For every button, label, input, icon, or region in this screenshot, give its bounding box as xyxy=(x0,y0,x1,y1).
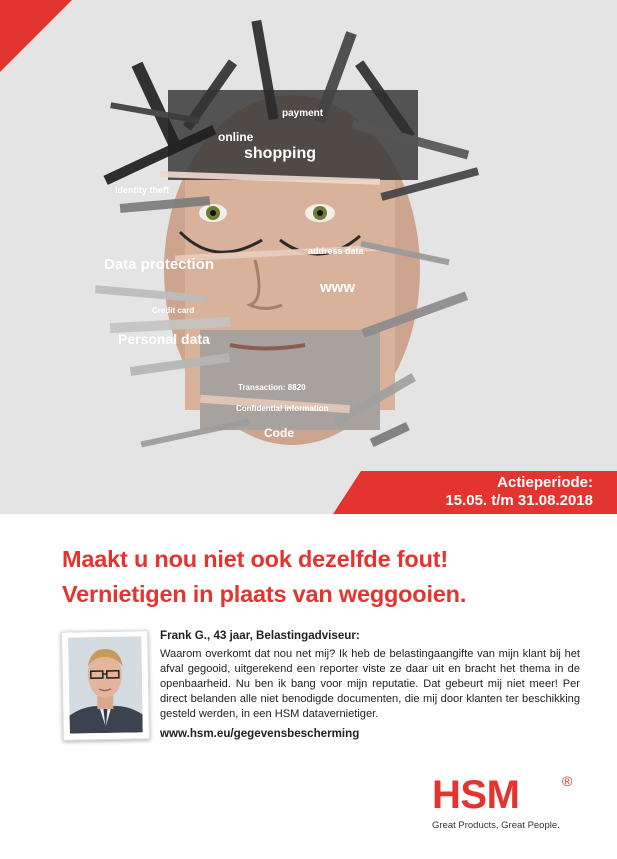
word-payment: payment xyxy=(282,108,324,119)
brand-tagline: Great Products, Great People. xyxy=(432,820,560,831)
testimonial-url-link[interactable]: www.hsm.eu/gegevensbescherming xyxy=(160,727,360,740)
word-personal-data: Personal data xyxy=(118,331,210,347)
registered-mark: ® xyxy=(562,773,573,789)
word-address-data: address data xyxy=(308,246,364,256)
word-code: Code xyxy=(264,426,294,440)
headline-line-2: Vernietigen in plaats van weggooien. xyxy=(62,581,467,607)
testimonial-body: Waarom overkomt dat nou net mij? Ik heb de belastingaangifte van mijn klant bij het afval gegooid, uitgerekend een reporter viste ze daar uit en bracht het thema in de openbaarheid. Nu ben ik bang voor mijn reputatie. Dat gebeurt mij niet meer! Per direct belanden alle niet benodigde documenten, die mij door klanten ter beschikking gesteld werden, in een HSM datavernietiger. xyxy=(160,648,580,720)
portrait-image xyxy=(68,636,143,733)
eye-left xyxy=(199,204,227,222)
promo-period-ribbon xyxy=(361,471,617,514)
ribbon-edge xyxy=(333,471,361,514)
testimonial-photo xyxy=(61,630,150,741)
word-online: online xyxy=(218,130,254,144)
word-transaction: Transaction: 8820 xyxy=(238,383,306,392)
word-identity-theft: Identity theft xyxy=(115,185,169,195)
testimonial-name: Frank G., 43 jaar, Belastingadviseur: xyxy=(160,629,360,642)
word-www: www xyxy=(320,279,356,296)
promo-period-label: Actieperiode: xyxy=(497,474,593,491)
headline-line-1: Maakt u nou niet ook dezelfde fout! xyxy=(62,546,448,572)
word-confidential: Confidential information xyxy=(236,404,329,413)
word-credit-card: Credit card xyxy=(152,306,195,315)
hsm-logo xyxy=(432,775,582,831)
word-data-protection: Data protection xyxy=(104,256,215,273)
testimonial xyxy=(160,629,580,740)
red-corner-triangle xyxy=(0,0,72,72)
word-shopping: shopping xyxy=(244,145,316,162)
promo-period-dates: 15.05. t/m 31.08.2018 xyxy=(445,492,593,509)
eye-right xyxy=(305,204,335,222)
hsm-logo-wordmark: HSM xyxy=(432,773,520,817)
